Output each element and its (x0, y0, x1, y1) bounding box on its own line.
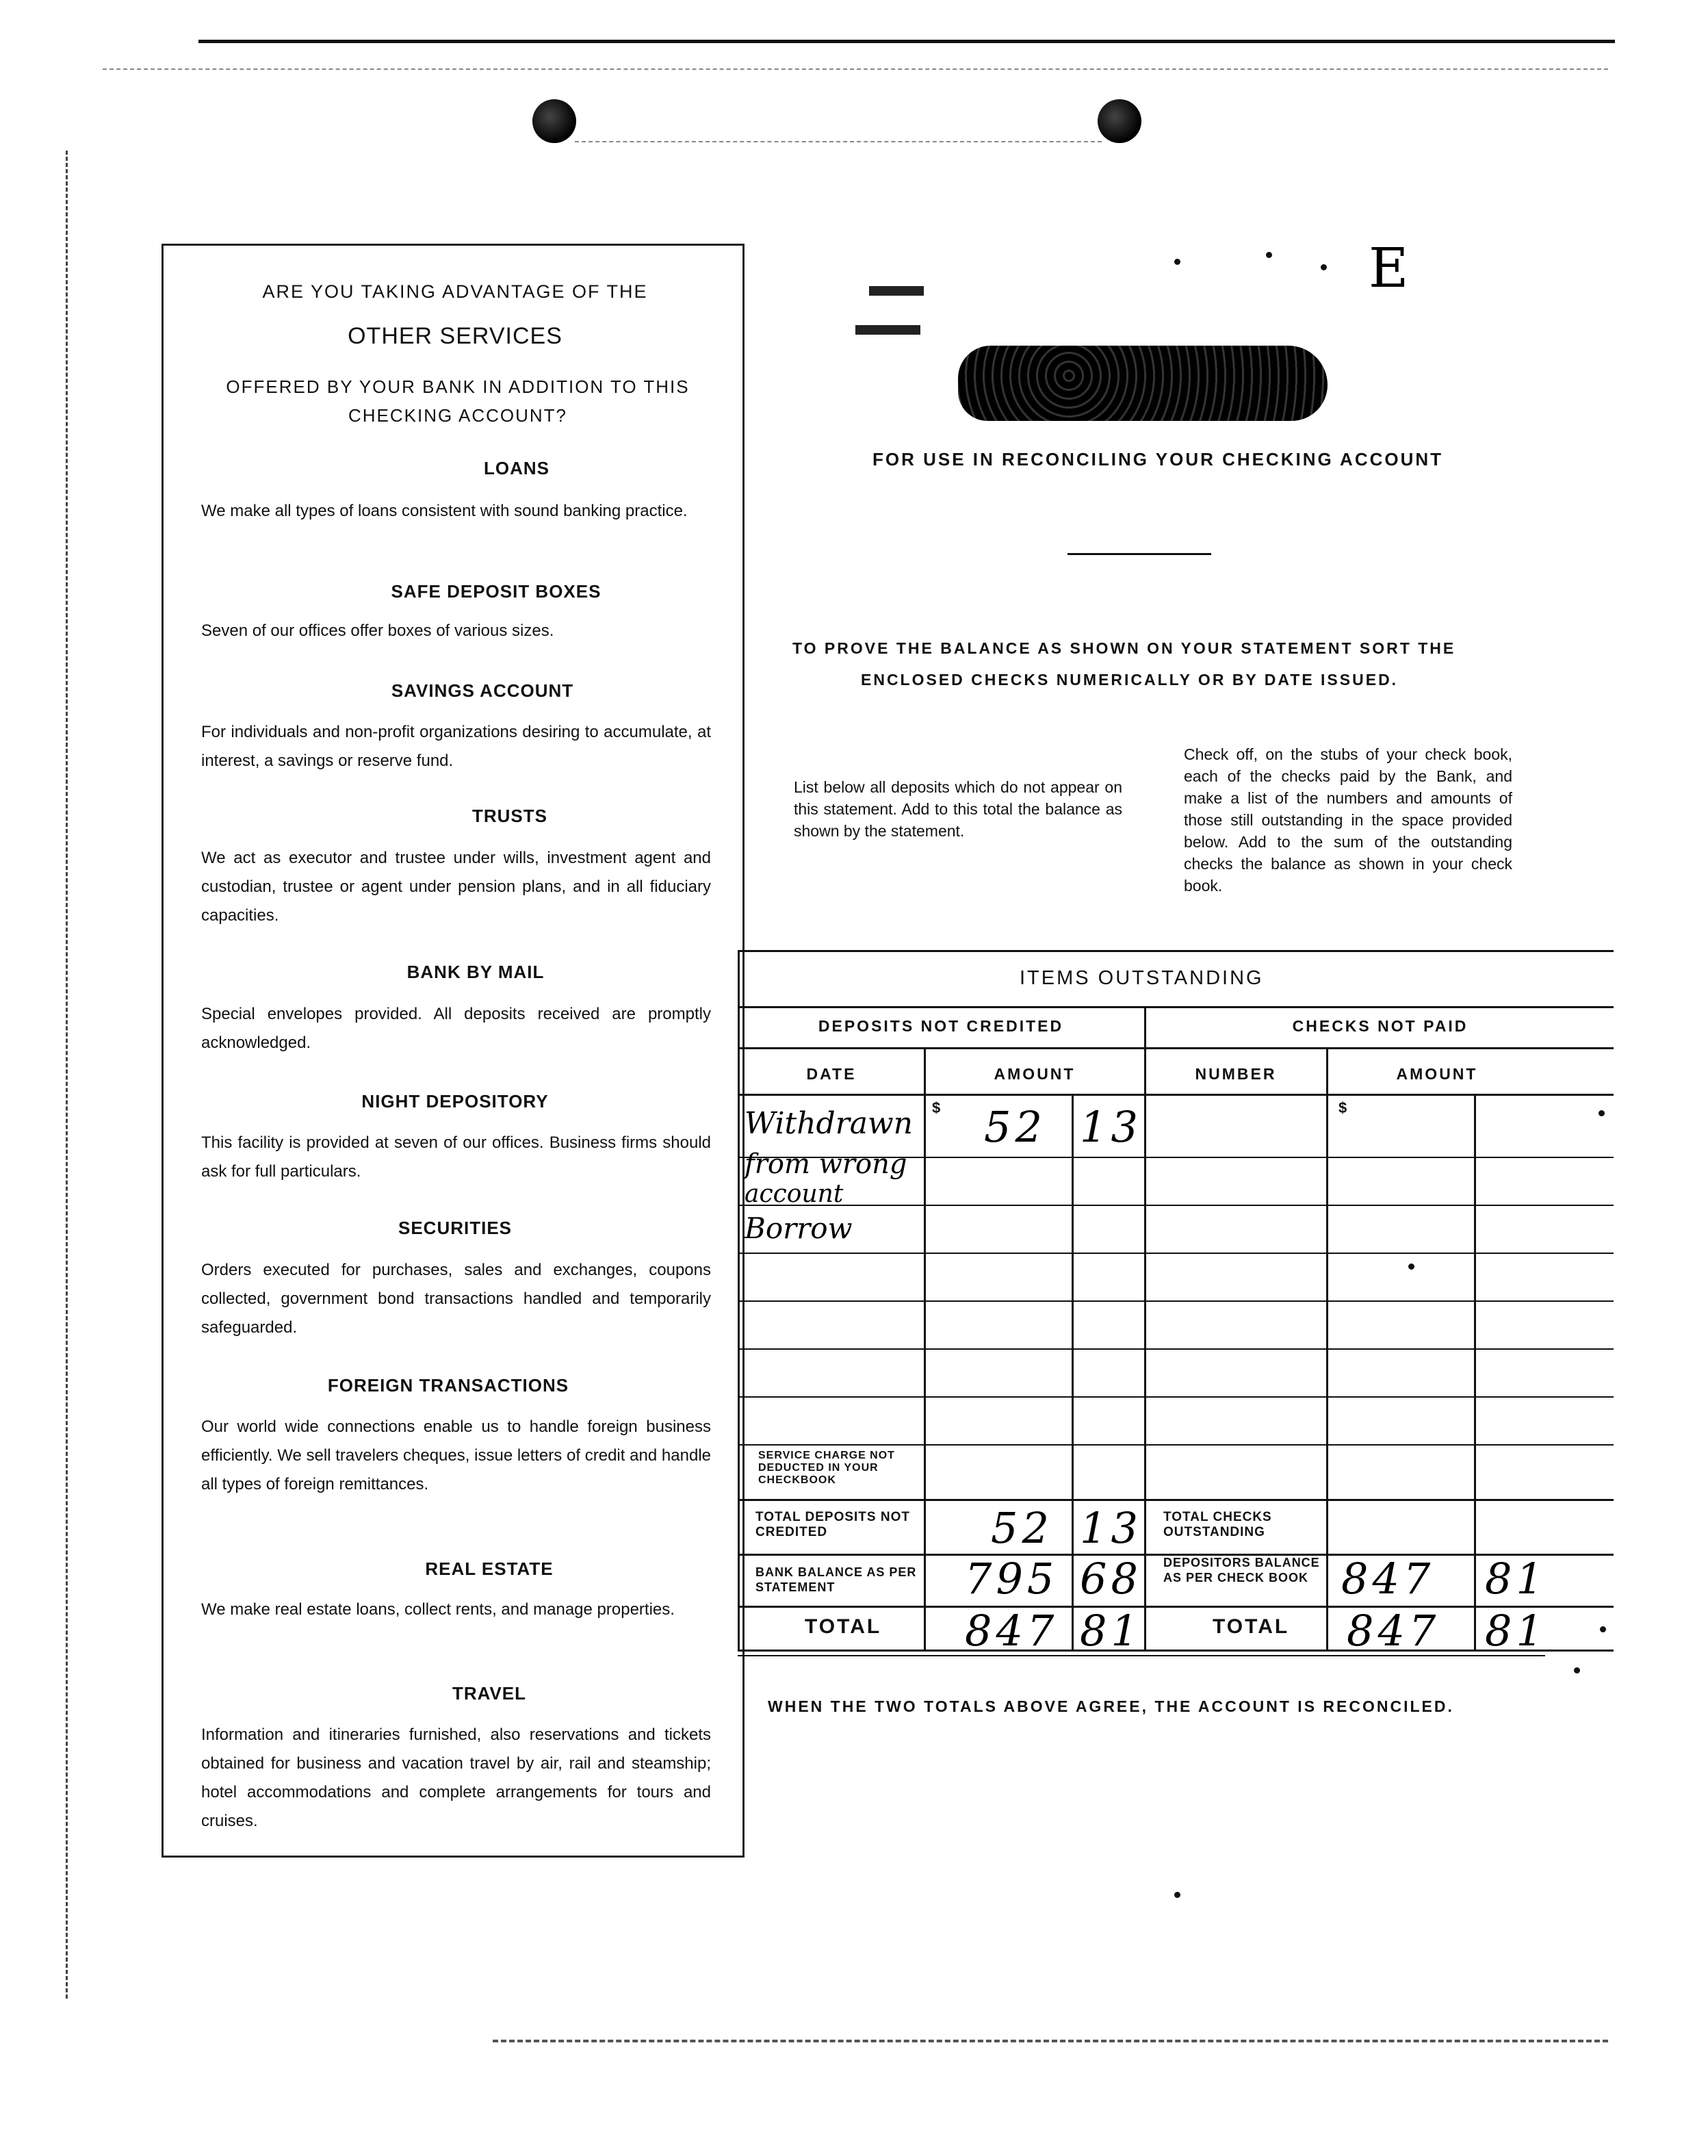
total-left-dollars: 847 (965, 1606, 1059, 1656)
checks-instruction: Check off, on the stubs of your check book, each of the checks paid by the Bank, and make a list of the numbers and amounts of those still outstanding in the space provided below. Add to the sum of the outstanding checks the balance as shown in your check book. (1184, 745, 1512, 895)
depositors-balance-label: DEPOSITORS BALANCE AS PER CHECK BOOK (1163, 1556, 1320, 1584)
total-deposits-dollars: 52 (991, 1503, 1053, 1553)
row-rule-6 (738, 1396, 1614, 1398)
total-right-cents: 81 (1485, 1606, 1547, 1656)
left-edge-line (66, 151, 68, 1999)
service-title-travel: TRAVEL (452, 1683, 527, 1704)
total-left-cents: 81 (1080, 1606, 1142, 1656)
deposit-amount-dollars: 52 (984, 1102, 1046, 1152)
service-text-bank-by-mail: Special envelopes provided. All deposits received are promptly acknowledged. (201, 1005, 711, 1052)
handwritten-note-1: Withdrawn (745, 1106, 913, 1141)
row-rule-3 (738, 1253, 1614, 1254)
handwritten-note-2: from wrong (745, 1148, 907, 1180)
service-text-loans: We make all types of loans consistent with sound banking practice. (201, 502, 688, 520)
service-text-travel: Information and itineraries furnished, also reservations and tickets obtained for business and vacation travel by air, rail and steamship; hotel accommodations and complete arrangements for tours and cruises. (201, 1725, 711, 1830)
top-faint-line (103, 68, 1608, 70)
row-rule-10 (738, 1606, 1614, 1608)
service-text-foreign: Our world wide connections enable us to handle foreign business efficiently. We sell travelers cheques, issue letters of credit and handle all types of foreign remittances. (201, 1417, 711, 1493)
row-rule-5 (738, 1348, 1614, 1350)
row-rule-2 (738, 1205, 1614, 1206)
reconciled-footer: WHEN THE TWO TOTALS ABOVE AGREE, THE ACCOUNT IS RECONCILED. (768, 1697, 1454, 1715)
handwritten-mark: E (1369, 236, 1409, 300)
col-amount-deposits: AMOUNT (994, 1065, 1076, 1083)
scan-speck (1408, 1263, 1414, 1270)
service-text-securities: Orders executed for purchases, sales and exchanges, coupons collected, government bond transactions handled and temporarily safeguarded. (201, 1261, 711, 1337)
service-title-trusts: TRUSTS (472, 806, 547, 826)
table-top-rule (738, 950, 1614, 952)
deposit-amount-cents: 13 (1080, 1102, 1142, 1152)
col-group-rule (738, 1047, 1614, 1049)
table-heading-rule (738, 1006, 1614, 1008)
scan-speck (1599, 1110, 1605, 1116)
col-divider-middle (1144, 1006, 1146, 1650)
row-rule-8 (738, 1499, 1614, 1501)
service-text-trusts: We act as executor and trustee under wills, investment agent and custodian, trustee or agent under pension plans, and in all fiduciary capacities. (201, 849, 711, 925)
dollar-sign-deposits: $ (932, 1099, 941, 1116)
col-divider-left (738, 950, 740, 1650)
header-fragment-1 (869, 286, 924, 296)
total-label-left: TOTAL (805, 1615, 882, 1638)
service-text-night-depository: This facility is provided at seven of our offices. Business firms should ask for full particulars. (201, 1133, 711, 1181)
service-title-bank-by-mail: BANK BY MAIL (406, 962, 545, 982)
services-intro-1: ARE YOU TAKING ADVANTAGE OF THE (262, 281, 648, 302)
depositors-balance-dollars: 847 (1341, 1554, 1435, 1604)
reconcile-title: FOR USE IN RECONCILING YOUR CHECKING ACCOUNT (872, 449, 1444, 470)
bank-balance-dollars: 795 (965, 1554, 1059, 1604)
total-deposits-cents: 13 (1080, 1503, 1142, 1553)
col-date: DATE (806, 1065, 857, 1083)
service-title-loans: LOANS (484, 458, 549, 478)
punch-hole-right (1098, 99, 1141, 143)
service-text-real-estate: We make real estate loans, collect rents, and manage properties. (201, 1600, 675, 1619)
total-checks-label: TOTAL CHECKS OUTSTANDING (1163, 1510, 1272, 1539)
col-amount-checks: AMOUNT (1396, 1065, 1478, 1083)
scan-speck (1266, 252, 1272, 258)
row-rule-4 (738, 1300, 1614, 1302)
deposits-not-credited-heading: DEPOSITS NOT CREDITED (818, 1017, 1064, 1035)
handwritten-note-3: account (745, 1180, 844, 1208)
service-text-safe-deposit: Seven of our offices offer boxes of various sizes. (201, 621, 554, 640)
prove-line-2: ENCLOSED CHECKS NUMERICALLY OR BY DATE ISSUED. (861, 671, 1399, 689)
bank-balance-label: BANK BALANCE AS PER STATEMENT (755, 1565, 917, 1594)
punch-line (575, 141, 1102, 142)
service-title-safe-deposit: SAFE DEPOSIT BOXES (391, 581, 601, 602)
service-title-foreign: FOREIGN TRANSACTIONS (327, 1375, 569, 1396)
services-intro-2: OTHER SERVICES (348, 323, 562, 349)
deposits-instruction: List below all deposits which do not appear on this statement. Add to this total the balance as shown by the statement. (794, 778, 1122, 840)
service-title-real-estate: REAL ESTATE (425, 1558, 554, 1579)
reconcile-title-rule (1068, 553, 1211, 555)
service-title-savings: SAVINGS ACCOUNT (391, 680, 574, 701)
depositors-balance-cents: 81 (1485, 1554, 1547, 1604)
col-header-rule (738, 1094, 1614, 1096)
row-rule-7 (738, 1444, 1614, 1446)
totals-double-rule (738, 1655, 1545, 1656)
col-divider-cents-1 (1072, 1094, 1074, 1650)
bottom-faint-line (493, 2040, 1608, 2042)
scan-speck (1600, 1626, 1606, 1632)
service-text-savings: For individuals and non-profit organizations desiring to accumulate, at interest, a savings or reserve fund. (201, 723, 711, 770)
scan-speck (1174, 259, 1180, 265)
top-border-line (198, 40, 1615, 43)
prove-line-1: TO PROVE THE BALANCE AS SHOWN ON YOUR STATEMENT SORT THE (792, 639, 1456, 657)
handwritten-note-4: Borrow (745, 1211, 853, 1245)
col-number: NUMBER (1195, 1065, 1277, 1083)
checks-not-paid-heading: CHECKS NOT PAID (1292, 1017, 1468, 1035)
services-panel (161, 244, 745, 1858)
punch-hole-left (532, 99, 576, 143)
items-outstanding-heading: ITEMS OUTSTANDING (1020, 967, 1264, 989)
header-fragment-2 (855, 325, 920, 335)
scan-speck (1174, 1892, 1180, 1898)
dollar-sign-checks: $ (1338, 1099, 1347, 1116)
bank-balance-cents: 68 (1080, 1554, 1142, 1604)
service-title-night-depository: NIGHT DEPOSITORY (361, 1091, 549, 1112)
services-intro-3: OFFERED BY YOUR BANK IN ADDITION TO THIS CHECKING ACCOUNT? (226, 376, 690, 426)
service-title-securities: SECURITIES (398, 1218, 513, 1238)
total-right-dollars: 847 (1347, 1606, 1440, 1656)
redacted-area (958, 346, 1328, 421)
total-label-right: TOTAL (1213, 1615, 1290, 1638)
service-charge-label: SERVICE CHARGE NOT DEDUCTED IN YOUR CHECKBOOK (758, 1450, 895, 1486)
row-rule-11 (738, 1650, 1614, 1652)
scan-speck (1321, 264, 1327, 270)
total-deposits-label: TOTAL DEPOSITS NOT CREDITED (755, 1510, 910, 1539)
scan-speck (1574, 1667, 1580, 1673)
col-divider-cents-2 (1474, 1094, 1476, 1650)
